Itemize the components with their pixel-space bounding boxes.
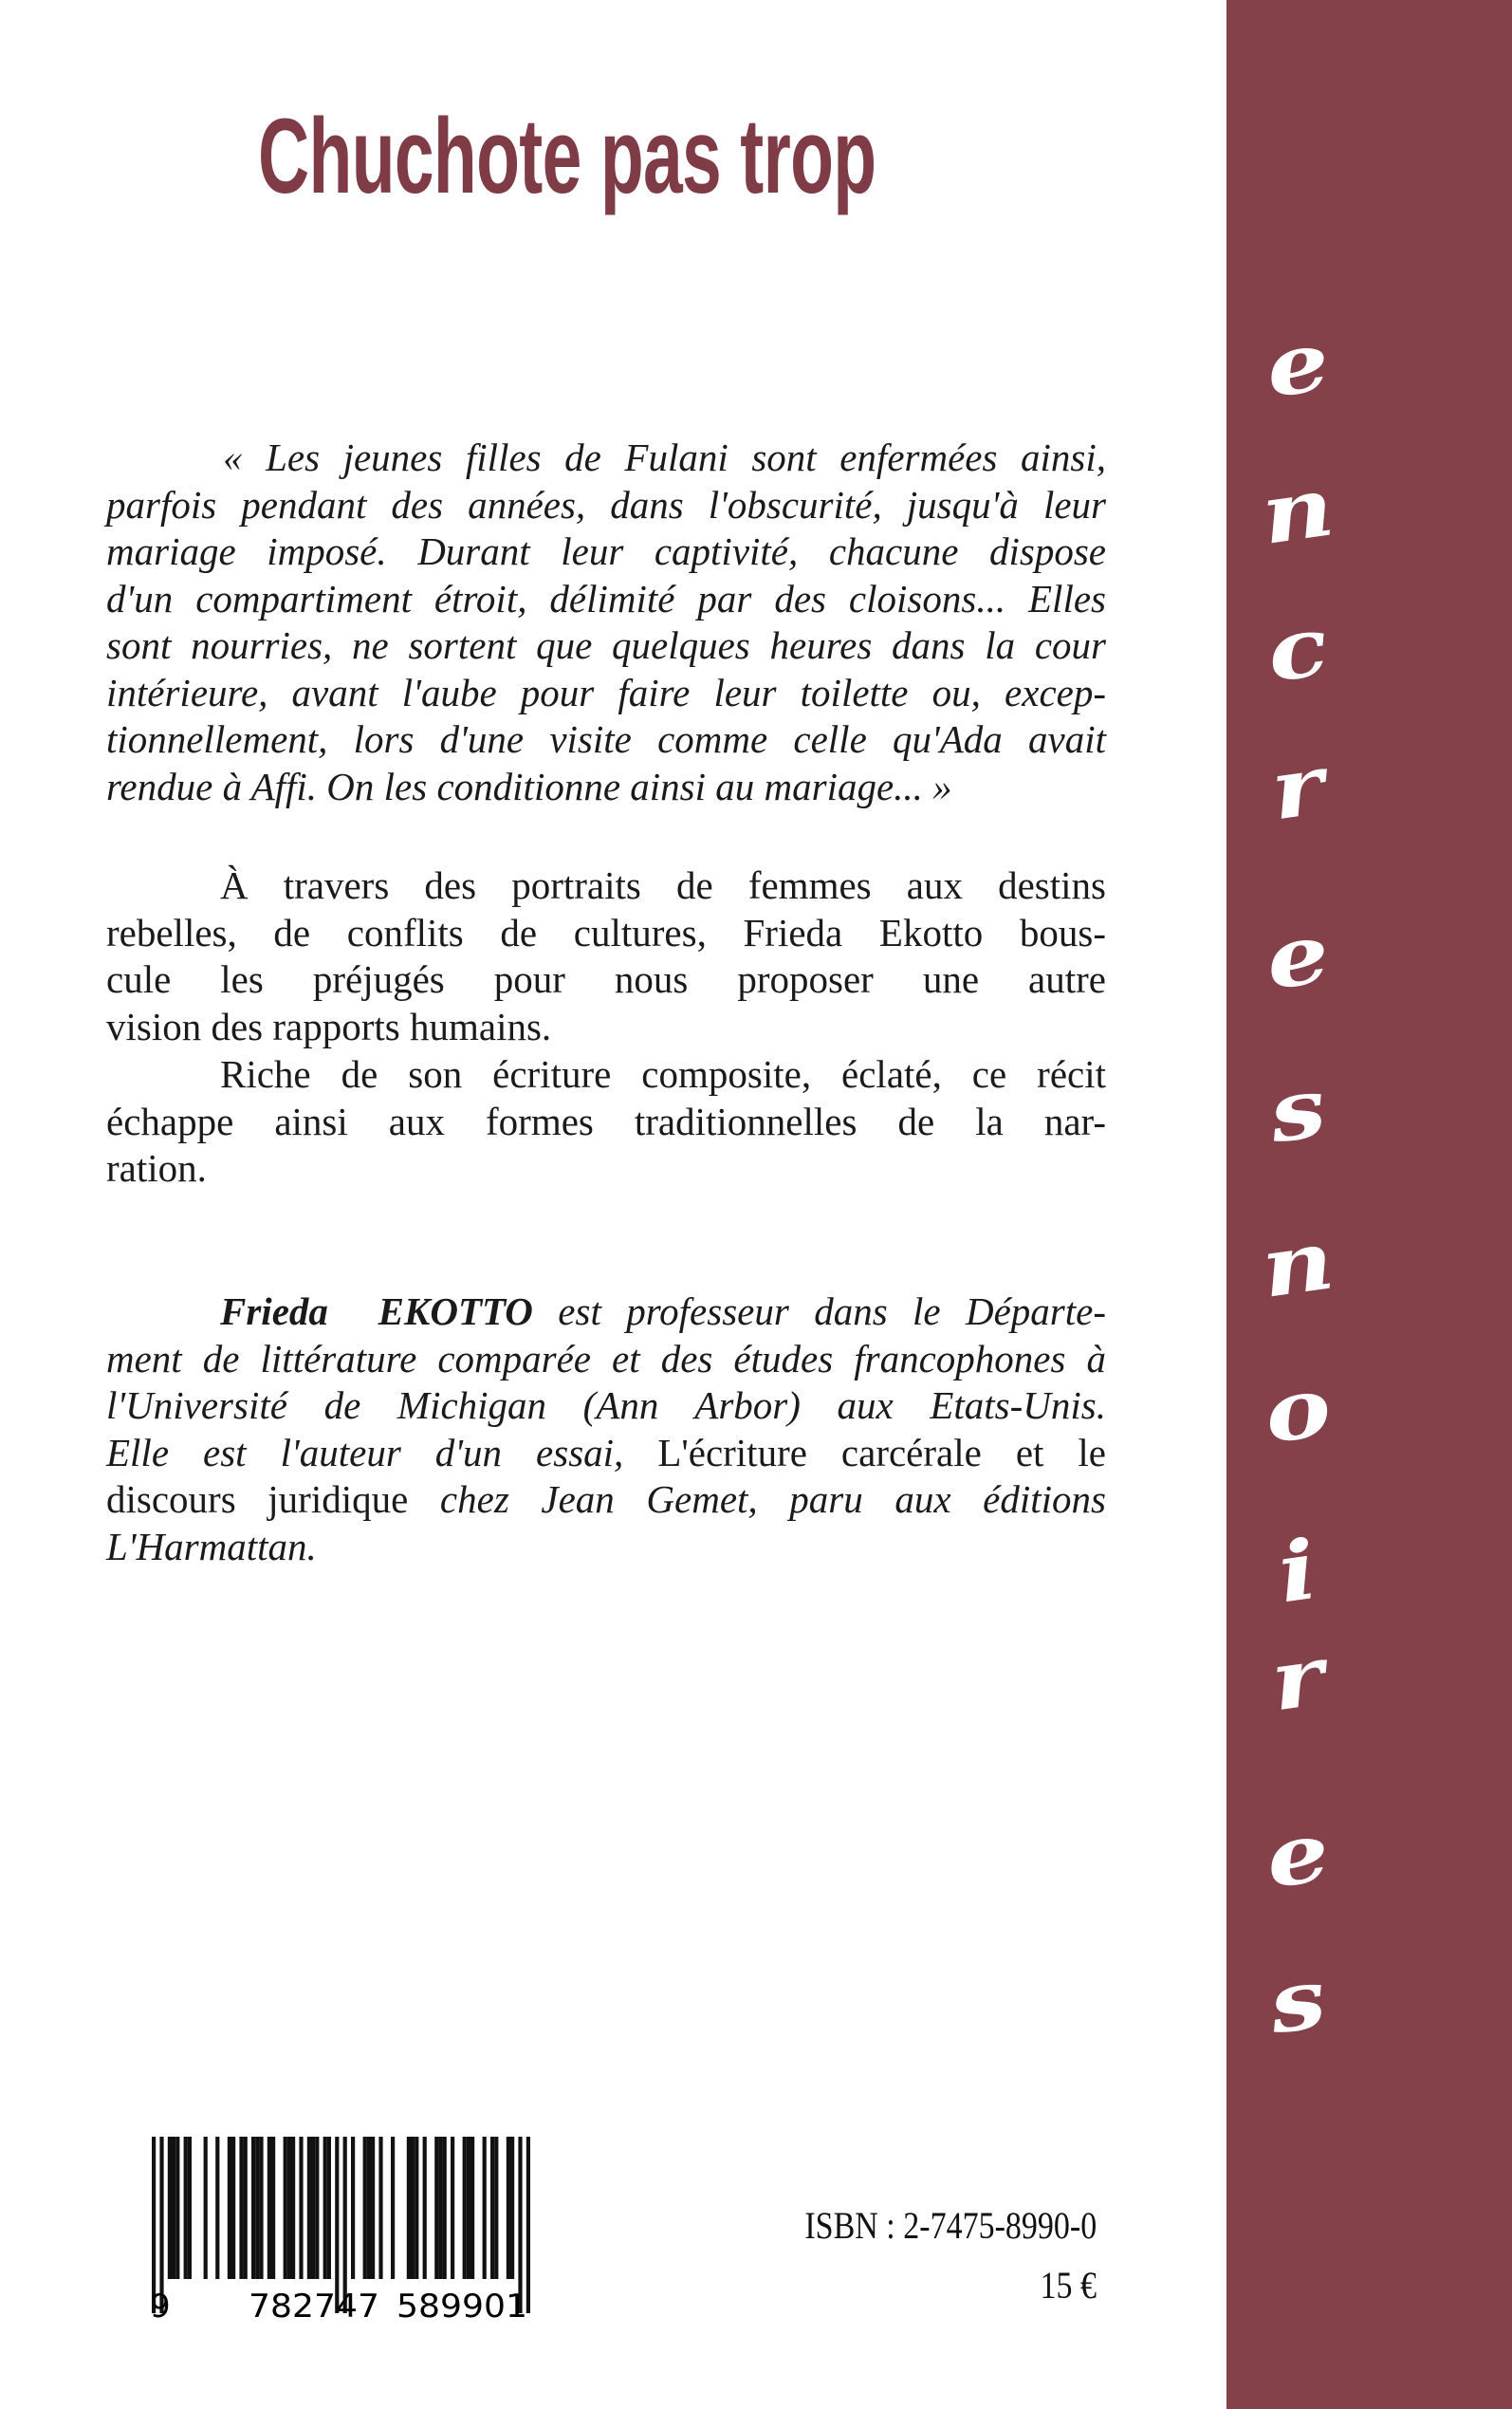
text-line xyxy=(106,1524,1106,1571)
barcode-bar xyxy=(443,2137,447,2279)
barcode-bar xyxy=(175,2137,179,2279)
book-title: Chuchote pas trop xyxy=(258,97,876,215)
barcode-bar xyxy=(291,2137,295,2279)
text-line: parfois pendant des années, dans l'obscurité, jusqu'à leur xyxy=(106,482,1106,527)
barcode-bar xyxy=(287,2137,291,2279)
barcode-bar xyxy=(168,2137,172,2279)
text-line: rendue à Affi. On les conditionne ainsi au mariage... » xyxy=(106,764,952,808)
barcode-bar xyxy=(423,2137,427,2279)
barcode-bar xyxy=(378,2137,382,2279)
barcode-bar xyxy=(239,2137,243,2279)
barcode-bar xyxy=(467,2137,470,2279)
description-paragraph-2 xyxy=(106,1051,1106,1193)
text-segment: Elle est l'auteur d'un essai, xyxy=(106,1430,658,1474)
barcode-right-digits: 589901 xyxy=(396,2288,527,2325)
text-line: vision des rapports humains. xyxy=(106,1004,552,1048)
text-line: tionnellement, lors d'une visite comme celle qu'Ada avait xyxy=(106,717,1106,761)
text-line xyxy=(106,1336,1106,1383)
text-line xyxy=(106,1476,1106,1524)
text-line: sont nourries, ne sortent que quelques heures dans la cour xyxy=(106,623,1106,667)
text-segment: L'Harmattan. xyxy=(106,1524,317,1568)
isbn: ISBN : 2-7475-8990-0 xyxy=(804,2204,1097,2247)
barcode-bar xyxy=(307,2137,311,2279)
barcode-bar xyxy=(255,2137,259,2279)
barcode-bar xyxy=(204,2137,208,2279)
collection-logo-letter: n xyxy=(1255,458,1340,564)
barcode-bar xyxy=(407,2137,411,2279)
barcode-bar xyxy=(451,2137,454,2279)
barcode-bar xyxy=(463,2137,467,2279)
collection-logo-letter: o xyxy=(1258,1358,1337,1463)
text-line xyxy=(106,1288,1106,1336)
text-segment: L'écriture carcérale et le xyxy=(657,1430,1106,1474)
barcode-bar xyxy=(259,2137,263,2279)
text-segment: est professeur dans le Départe- xyxy=(532,1289,1106,1333)
barcode-bar xyxy=(267,2137,271,2279)
text-line xyxy=(106,1430,1106,1477)
barcode-bar xyxy=(323,2137,327,2279)
collection-logo-letter: r xyxy=(1264,1627,1330,1731)
barcode-bar xyxy=(510,2137,514,2279)
collection-spine-band xyxy=(1226,0,1512,2409)
barcode-bar xyxy=(311,2137,315,2279)
barcode-bar xyxy=(434,2137,438,2279)
text-line: Riche de son écriture composite, éclaté, ce récit xyxy=(220,1052,1106,1096)
collection-logo-letter: i xyxy=(1272,1521,1323,1622)
barcode-bar xyxy=(483,2137,487,2279)
quote-excerpt xyxy=(106,435,1106,810)
text-line: cule les préjugés pour nous proposer une autre xyxy=(106,957,1106,1001)
collection-logo-letter: e xyxy=(1260,312,1336,417)
barcode-bar xyxy=(315,2137,319,2279)
barcode-bar xyxy=(284,2137,287,2279)
text-segment: chez Jean Gemet, paru aux éditions xyxy=(439,1477,1106,1521)
barcode-bar xyxy=(299,2137,303,2279)
barcode-bar xyxy=(415,2137,418,2279)
barcode-bar xyxy=(188,2137,192,2279)
text-line: « Les jeunes filles de Fulani sont enfermées ainsi, xyxy=(223,435,1106,479)
barcode-bar xyxy=(507,2137,510,2279)
barcode-bar xyxy=(244,2137,248,2279)
author-bio xyxy=(106,1288,1106,1570)
text-line: ration. xyxy=(106,1146,207,1190)
barcode-bar xyxy=(271,2137,275,2279)
text-line: À travers des portraits de femmes aux destins xyxy=(220,863,1106,907)
author-name: Frieda EKOTTO xyxy=(220,1289,533,1333)
barcode-bar xyxy=(172,2137,175,2279)
barcode-bar xyxy=(438,2137,442,2279)
text-segment: discours juridique xyxy=(106,1477,440,1521)
barcode-bar xyxy=(494,2137,498,2279)
collection-logo-letter: c xyxy=(1261,598,1335,701)
barcode-left-digits: 782747 xyxy=(249,2288,379,2325)
collection-logo-letter: s xyxy=(1263,1950,1332,2053)
description-paragraph-1 xyxy=(106,862,1106,1050)
barcode-bar xyxy=(327,2137,331,2279)
barcode-bar xyxy=(251,2137,255,2279)
barcode-bar xyxy=(351,2137,355,2279)
text-line: intérieure, avant l'aube pour faire leur toilette ou, excep- xyxy=(106,670,1106,714)
text-line: rebelles, de conflits de cultures, Frieda Ekotto bous- xyxy=(106,910,1106,954)
text-line: échappe ainsi aux formes traditionnelles de la nar- xyxy=(106,1099,1106,1143)
price: 15 € xyxy=(1040,2264,1097,2307)
collection-logo-letter: n xyxy=(1255,1212,1340,1317)
barcode-bar xyxy=(231,2137,235,2279)
text-line: d'un compartiment étroit, délimité par des cloisons... Elles xyxy=(106,576,1106,621)
barcode xyxy=(142,2135,541,2325)
text-line: mariage imposé. Durant leur captivité, chacune dispose xyxy=(106,529,1106,573)
barcode-first-digit: 9 xyxy=(150,2288,171,2325)
barcode-bar xyxy=(411,2137,415,2279)
barcode-bar xyxy=(470,2137,474,2279)
collection-logo-letter: e xyxy=(1260,904,1336,1010)
barcode-bar xyxy=(490,2137,494,2279)
barcode-bar xyxy=(228,2137,231,2279)
collection-logo-letter: e xyxy=(1260,1803,1336,1908)
text-line xyxy=(106,1382,1106,1430)
text-segment: l'Université de Michigan (Ann Arbor) aux Etats-Unis. xyxy=(106,1383,1106,1427)
collection-logo-letter: r xyxy=(1264,736,1330,840)
text-segment: ment de littérature comparée et des études francophones à xyxy=(106,1336,1106,1381)
barcode-bar xyxy=(184,2137,188,2279)
barcode-bar xyxy=(371,2137,375,2279)
barcode-bar xyxy=(391,2137,395,2279)
collection-logo-letter: s xyxy=(1263,1059,1332,1162)
barcode-bar xyxy=(363,2137,367,2279)
barcode-bar xyxy=(367,2137,371,2279)
barcode-bar xyxy=(215,2137,219,2279)
